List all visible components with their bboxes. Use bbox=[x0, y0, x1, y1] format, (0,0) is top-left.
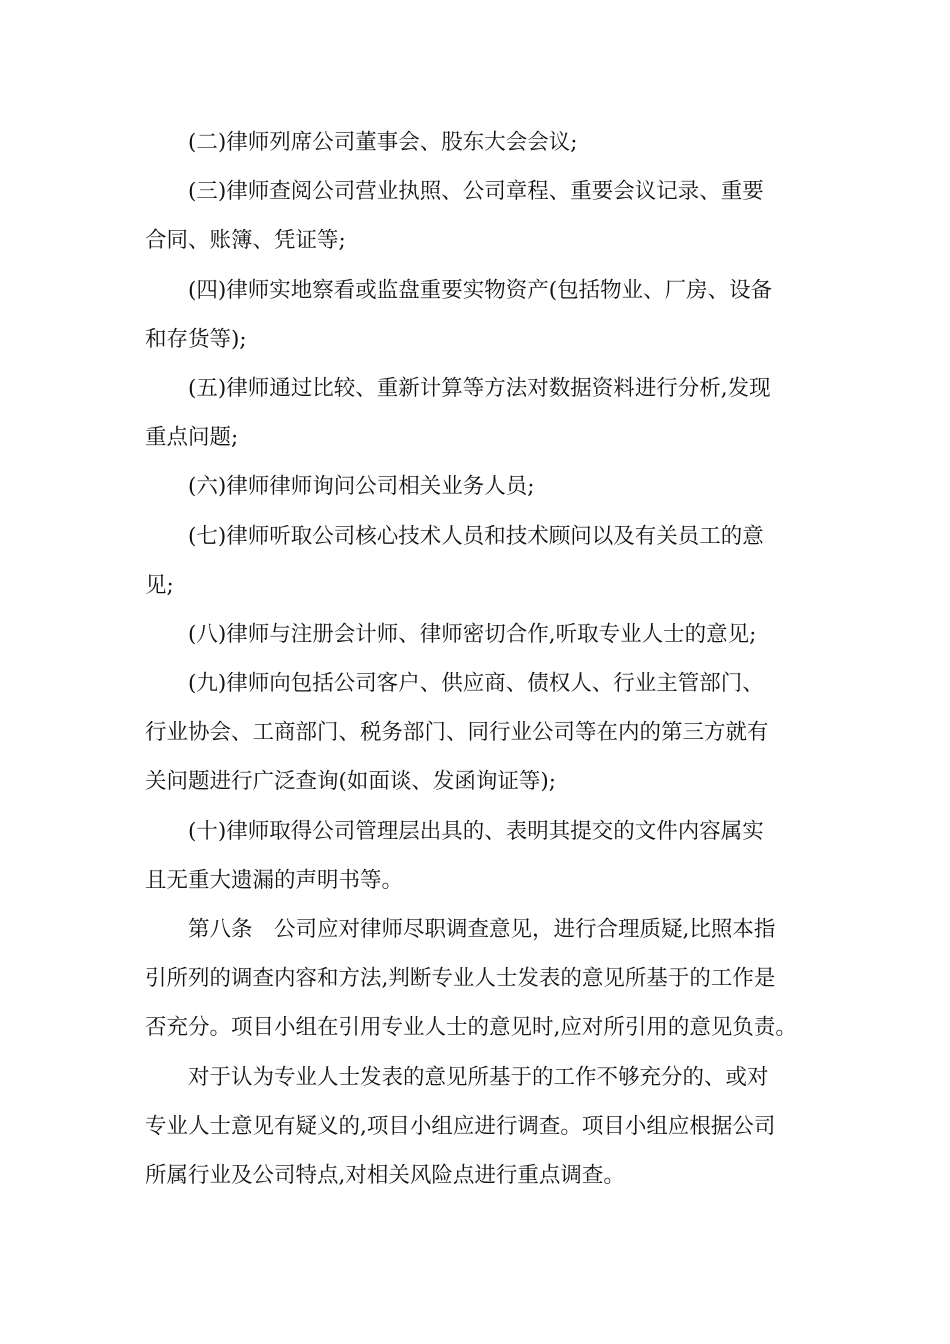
text-line: 专业人士意见有疑义的,项目小组应进行调查。项目小组应根据公司 bbox=[145, 1113, 776, 1139]
text-line: (六)律师律师询问公司相关业务人员; bbox=[188, 474, 535, 500]
text-line: 见; bbox=[145, 572, 174, 598]
text-line: 对于认为专业人士发表的意见所基于的工作不够充分的、或对 bbox=[188, 1064, 769, 1090]
text-line: (四)律师实地察看或监盘重要实物资产(包括物业、厂房、设备 bbox=[188, 277, 773, 303]
text-line: 行业协会、工商部门、税务部门、同行业公司等在内的第三方就有 bbox=[145, 720, 769, 746]
text-line: (七)律师听取公司核心技术人员和技术顾问以及有关员工的意 bbox=[188, 523, 764, 549]
text-line: (八)律师与注册会计师、律师密切合作,听取专业人士的意见; bbox=[188, 621, 757, 647]
text-line: 重点问题; bbox=[145, 425, 239, 451]
text-line: 和存货等); bbox=[145, 326, 247, 352]
text-line: (九)律师向包括公司客户、供应商、债权人、行业主管部门、 bbox=[188, 671, 764, 697]
text-line: (二)律师列席公司董事会、股东大会会议; bbox=[188, 130, 578, 155]
text-line: (五)律师通过比较、重新计算等方法对数据资料进行分析,发现 bbox=[188, 375, 771, 401]
text-line: 且无重大遗漏的声明书等。 bbox=[145, 867, 404, 893]
text-line: (十)律师取得公司管理层出具的、表明其提交的文件内容属实 bbox=[188, 818, 764, 844]
text-line: 引所列的调查内容和方法,判断专业人士发表的意见所基于的工作是 bbox=[145, 966, 776, 992]
text-line: 否充分。项目小组在引用专业人士的意见时,应对所引用的意见负责。 bbox=[145, 1015, 797, 1041]
text-line: 所属行业及公司特点,对相关风险点进行重点调查。 bbox=[145, 1162, 625, 1188]
text-line: (三)律师查阅公司营业执照、公司章程、重要会议记录、重要 bbox=[188, 179, 764, 205]
document-body bbox=[145, 118, 815, 1200]
text-line: 合同、账簿、凭证等; bbox=[145, 228, 346, 254]
article-heading-line: 第八条 公司应对律师尽职调查意见，进行合理质疑,比照本指 bbox=[188, 917, 776, 942]
text-line: 关问题进行广泛查询(如面谈、发函询证等); bbox=[145, 769, 557, 795]
